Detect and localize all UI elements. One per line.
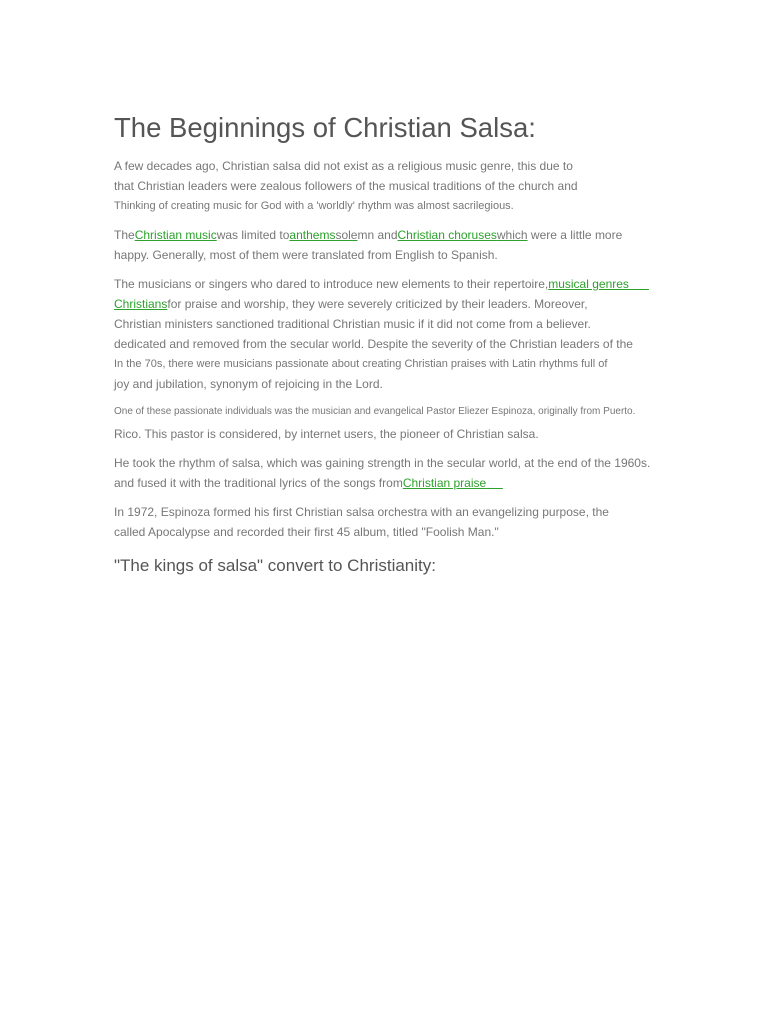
- text-run: was limited to: [216, 228, 290, 242]
- article-body: [114, 110, 674, 578]
- text-run: mn and: [357, 228, 398, 242]
- link-anthems-part1[interactable]: anthe: [289, 228, 320, 242]
- link-underline-extension[interactable]: [486, 476, 503, 490]
- section-heading: "The kings of salsa" convert to Christianity:: [114, 556, 436, 575]
- text-run: The musicians or singers who dared to introduce new elements to their repertoire,: [114, 277, 549, 291]
- link-anthems-part2[interactable]: ms: [319, 228, 336, 242]
- paragraph-1972: [114, 502, 674, 542]
- paragraph-line: Thinking of creating music for God with a 'worldly' rhythm was almost sacrilegious.: [114, 200, 514, 212]
- link-christians[interactable]: Christians: [114, 297, 168, 311]
- paragraph-line: One of these passionate individuals was the musician and evangelical Pastor Eliezer Espinoza, originally from Puerto.: [114, 406, 636, 417]
- paragraph-musicians: [114, 274, 674, 394]
- paragraph-line: Rico. This pastor is considered, by internet users, the pioneer of Christian salsa.: [114, 427, 539, 441]
- paragraph-line: [114, 294, 674, 314]
- text-run: were a little more: [527, 228, 623, 242]
- paragraph-line: called Apocalypse and recorded their first 45 album, titled "Foolish Man.": [114, 525, 499, 539]
- text-run: and fused it with the traditional lyrics of the songs from: [114, 476, 403, 490]
- paragraph-line: [114, 473, 674, 493]
- link-christian-choruses-part1[interactable]: Chris: [397, 228, 426, 242]
- paragraph-line: happy. Generally, most of them were translated from English to Spanish.: [114, 248, 498, 262]
- paragraph-rhythm: [114, 453, 674, 493]
- paragraph-line: In the 70s, there were musicians passionate about creating Christian praises with Latin rhythms full of: [114, 358, 608, 370]
- link-christian-praise[interactable]: Christian praise: [402, 476, 487, 490]
- page-title: The Beginnings of Christian Salsa:: [114, 112, 536, 143]
- paragraph-line: A few decades ago, Christian salsa did not exist as a religious music genre, this due to: [114, 159, 573, 173]
- paragraph-line: Christian ministers sanctioned traditional Christian music if it did not come from a believer.: [114, 317, 591, 331]
- text-run: for praise and worship, they were severely criticized by their leaders. Moreover,: [167, 297, 588, 311]
- link-christian-music[interactable]: Christian music: [134, 228, 217, 242]
- link-solemn[interactable]: sole: [335, 228, 358, 242]
- paragraph-line: [114, 225, 674, 245]
- text-run: The: [114, 228, 135, 242]
- paragraph-line: joy and jubilation, synonym of rejoicing in the Lord.: [114, 377, 383, 391]
- paragraph-line: that Christian leaders were zealous followers of the musical traditions of the church and: [114, 179, 578, 193]
- paragraph-espinoza: [114, 402, 674, 444]
- link-which[interactable]: which: [496, 228, 528, 242]
- link-christian-choruses-part2[interactable]: tian choruses: [425, 228, 497, 242]
- link-musical-genres[interactable]: musical genres: [548, 277, 629, 291]
- paragraph-line: In 1972, Espinoza formed his first Christian salsa orchestra with an evangelizing purpose, the: [114, 505, 609, 519]
- paragraph-line: He took the rhythm of salsa, which was gaining strength in the secular world, at the end of the 1960s.: [114, 456, 651, 470]
- paragraph-line: [114, 274, 674, 294]
- paragraph-line: dedicated and removed from the secular world. Despite the severity of the Christian leaders of the: [114, 337, 633, 351]
- paragraph-intro: [114, 156, 674, 216]
- paragraph-christian-music: [114, 225, 674, 265]
- link-underline-extension[interactable]: [629, 277, 649, 291]
